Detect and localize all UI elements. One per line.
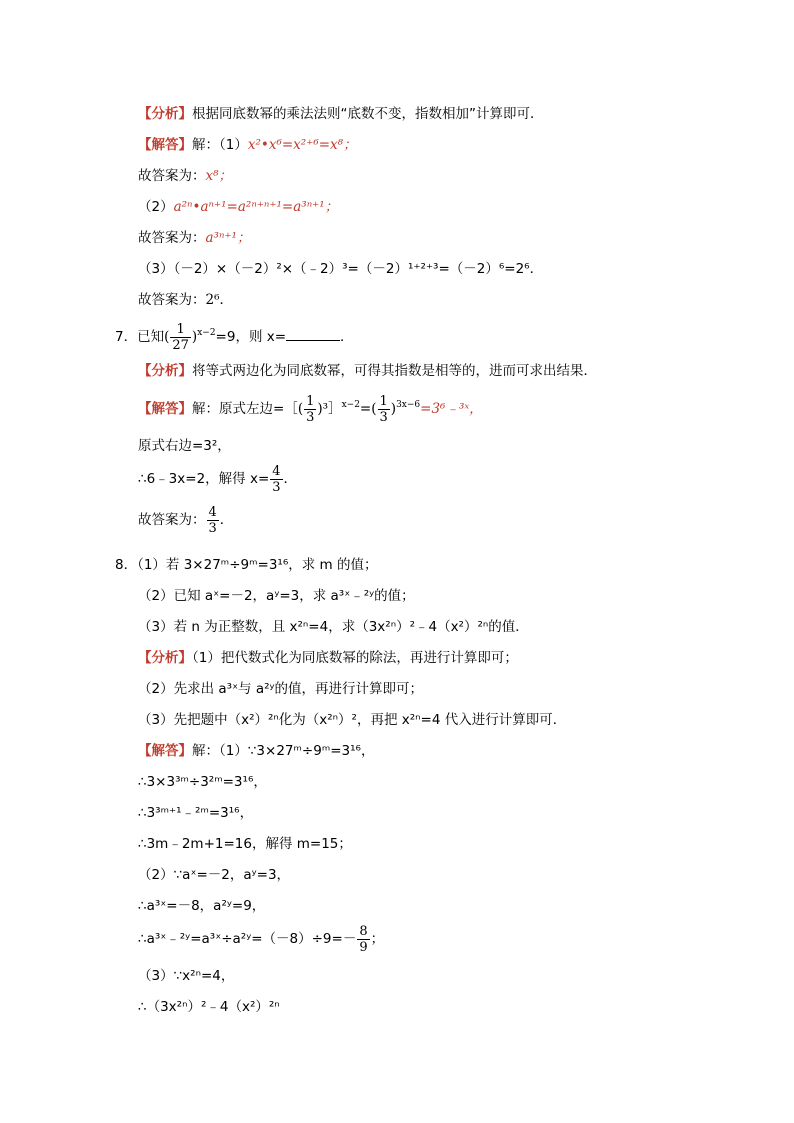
analysis-tag: 【分析】	[138, 650, 192, 666]
answer-value: 2⁶．	[205, 292, 234, 308]
answer-result-line: 故答案为： $\frac{4}{3}$ ．	[138, 505, 234, 536]
analysis-tag: 【分析】	[138, 106, 192, 122]
analysis-text: （3）先把题中（x²）²ⁿ化为（x²ⁿ）²，再把 x²ⁿ=4 代入进行计算即可．	[138, 712, 567, 728]
analysis-line	[138, 104, 544, 124]
answer-text: ∴6﹣3x=2，解得 x=	[138, 471, 270, 487]
analysis-line	[138, 648, 518, 668]
answer-line: ∴（3x²ⁿ）²﹣4（x²）²ⁿ	[138, 999, 280, 1015]
analysis-tag: 【分析】	[138, 363, 192, 379]
answer-value: a³ⁿ⁺¹；	[205, 230, 251, 246]
analysis-line	[138, 679, 423, 699]
fraction: $\frac{1}{3}$	[306, 394, 315, 425]
answer-line	[138, 436, 231, 456]
math-expression: x²•x⁶=x²⁺⁶=x⁸；	[247, 137, 357, 153]
answer-text: 解：（1）∵3×27ᵐ÷9ᵐ=3¹⁶，	[192, 743, 375, 759]
answer-label: 故答案为：	[138, 230, 206, 246]
answer-value: x⁸；	[205, 168, 233, 184]
answer-line: ∴6﹣3x=2，解得 x= $\frac{4}{3}$ ．	[138, 464, 298, 495]
answer-line: ∴3×3³ᵐ÷3²ᵐ=3¹⁶，	[138, 774, 267, 790]
question-text: 已知	[137, 329, 165, 345]
analysis-text: （2）先求出 a³ˣ与 a²ʸ的值，再进行计算即可；	[138, 681, 424, 697]
answer-line: （3）∵x²ⁿ=4，	[138, 968, 235, 984]
part2-line	[138, 197, 338, 217]
fraction: $\frac{8}{9}$	[359, 924, 368, 955]
answer-line	[138, 741, 374, 761]
question-7-stem: 7．已知( $\frac{1}{27}$ )$^{x-2}$=9，则 x= ．	[115, 322, 354, 353]
fraction: $\frac{4}{3}$	[208, 505, 217, 536]
part-label: （2）	[138, 199, 174, 215]
answer-line: ∴a³ˣ﹣²ʸ=a³ˣ÷a²ʸ=（－8）÷9=－ $\frac{8}{9}$ ；	[138, 924, 385, 955]
question-8-part2: （2）已知 aˣ=－2，aʸ=3，求 a³ˣ﹣²ʸ的值；	[138, 588, 415, 604]
math-expression: a²ⁿ•aⁿ⁺¹=a²ⁿ⁺ⁿ⁺¹=a³ⁿ⁺¹；	[173, 199, 339, 215]
part3-line	[138, 259, 543, 279]
answer-tag: 【解答】	[138, 743, 192, 759]
analysis-line	[138, 361, 597, 381]
answer-line	[138, 135, 357, 155]
answer-intro: 解：（1）	[192, 137, 248, 153]
answer-line: ∴3³ᵐ⁺¹﹣²ᵐ=3¹⁶，	[138, 805, 254, 821]
answer-label: 故答案为：	[138, 292, 206, 308]
analysis-text: 将等式两边化为同底数幂，可得其指数是相等的，进而可求出结果．	[192, 363, 597, 379]
fraction: $\frac{1}{3}$	[379, 394, 388, 425]
answer-text: 解：原式左边=［	[192, 401, 298, 417]
answer-line: （2）∵aˣ=－2，aʸ=3，	[138, 867, 291, 883]
answer-label: 故答案为：	[138, 168, 206, 184]
math-expression: （3）（－2）×（－2）²×（﹣2）³=（－2）¹⁺²⁺³=（－2）⁶=2⁶．	[138, 261, 544, 277]
answer-blank[interactable]	[286, 328, 340, 341]
analysis-text: （1）把代数式化为同底数幂的除法，再进行计算即可；	[192, 650, 518, 666]
answer-tag: 【解答】	[138, 401, 192, 417]
answer-text: 原式右边=3²，	[138, 438, 231, 454]
answer-tag: 【解答】	[138, 137, 192, 153]
fraction: $\frac{4}{3}$	[272, 464, 281, 495]
answer-label: 故答案为：	[138, 512, 206, 528]
answer-result-line	[138, 228, 250, 248]
answer-line: ∴3m﹣2m+1=16，解得 m=15；	[138, 836, 352, 852]
question-text: =9，则 x=	[215, 329, 287, 345]
answer-result-line	[138, 290, 233, 310]
answer-result-line	[138, 166, 232, 186]
exponent: x−2	[197, 328, 216, 338]
answer-line: 【解答】解：原式左边=［( $\frac{1}{3}$ )³］$^{x-2}$=( $\frac{1}{3}$ )$^{3x-6}$=3⁶﹣³ˣ，	[138, 394, 483, 425]
answer-line: ∴a³ˣ=－8，a²ʸ=9，	[138, 898, 266, 914]
question-8-part1: 8．（1）若 3×27ᵐ÷9ᵐ=3¹⁶，求 m 的值；	[115, 557, 378, 573]
question-number: 7．	[115, 329, 138, 345]
question-8-part3: （3）若 n 为正整数，且 x²ⁿ=4，求（3x²ⁿ）²﹣4（x²）²ⁿ的值．	[138, 619, 529, 635]
analysis-text: 根据同底数幂的乘法法则“底数不变，指数相加”计算即可．	[192, 106, 544, 122]
analysis-line	[138, 710, 566, 730]
fraction: $\frac{1}{27}$	[172, 322, 189, 353]
